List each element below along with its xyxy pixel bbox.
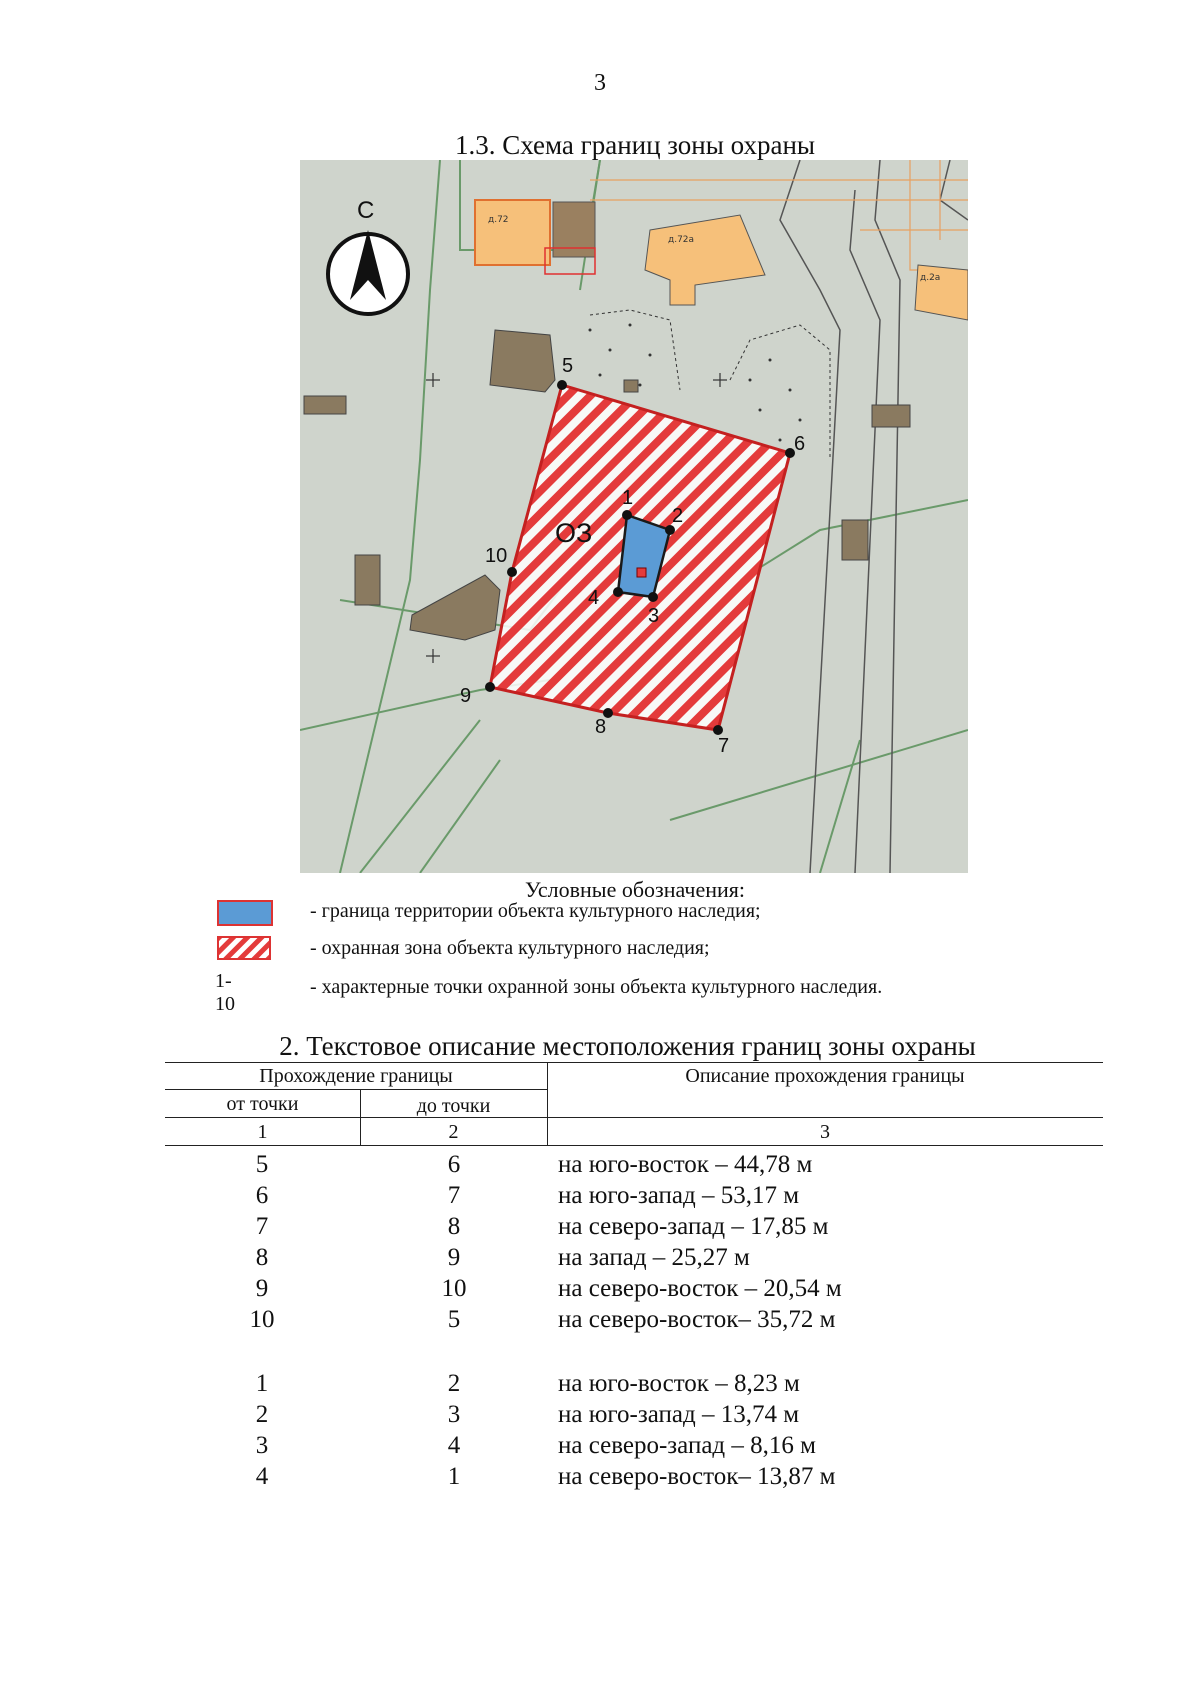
cell-from: 8 [255,1244,269,1271]
cell-from: 1 [255,1370,269,1397]
house-label-72: д.72 [488,215,509,225]
cell-to: 4 [447,1432,461,1459]
cell-from: 9 [255,1275,269,1302]
header-description: Описание прохождения границы [685,1065,965,1087]
cell-to: 8 [447,1213,461,1240]
cell-description: на северо-восток– 13,87 м [558,1463,836,1490]
point-label-1: 1 [622,487,634,509]
point-1 [622,510,632,520]
cell-to: 5 [447,1306,461,1333]
legend-hatch-box [217,936,273,960]
building [304,396,346,414]
cell-from: 2 [255,1401,269,1428]
cell-to: 9 [447,1244,461,1271]
legend-text: - охранная зона объекта культурного наследия; [310,937,710,959]
cell-from: 5 [255,1151,269,1178]
point-label-10: 10 [485,545,508,567]
point-9 [485,682,495,692]
point-label-6: 6 [794,433,806,455]
section-title: 2. Текстовое описание местоположения границ зоны охраны [279,1031,976,1061]
house-72 [475,200,550,265]
building [490,330,555,392]
boundary-map [300,160,968,873]
col-number-3: 3 [820,1121,830,1143]
cell-to: 7 [447,1182,461,1209]
point-4 [613,587,623,597]
header-from: от точки [226,1093,299,1115]
legend-blue-box [217,900,273,926]
monument-marker [637,568,646,577]
cell-description: на северо-восток– 35,72 м [558,1306,836,1333]
point-5 [557,380,567,390]
point-label-3: 3 [648,605,660,627]
building [355,555,380,605]
zone-label: ОЗ [555,518,593,548]
cell-description: на юго-запад – 53,17 м [558,1182,800,1209]
table-group-rule [165,1089,547,1090]
page-number: 3 [594,70,606,96]
table-top-rule [165,1062,1103,1063]
point-label-9: 9 [460,685,472,707]
building [624,380,638,392]
compass-letter: С [357,197,375,224]
cell-from: 3 [255,1432,269,1459]
house-label-72a: д.72а [668,235,695,245]
col-number-2: 2 [448,1121,459,1143]
cell-description: на юго-восток – 8,23 м [558,1370,800,1397]
table-numbers-rule [165,1145,1103,1146]
header-group: Прохождение границы [259,1065,453,1087]
cell-from: 4 [255,1463,269,1490]
legend-text: - граница территории объекта культурного наследия; [310,900,761,922]
point-label-8: 8 [595,716,607,738]
cell-from: 7 [255,1213,269,1240]
cell-from: 10 [249,1306,275,1333]
point-label-5: 5 [562,355,574,377]
point-label-2: 2 [672,505,684,527]
legend-text: - характерные точки охранной зоны объекта культурного наследия. [310,976,883,998]
legend-title: Условные обозначения: [524,877,746,902]
cell-to: 6 [447,1151,461,1178]
col-number-1: 1 [257,1121,268,1143]
cell-description: на юго-запад – 13,74 м [558,1401,800,1428]
building [842,520,868,560]
house-label-2a: д.2а [920,273,941,283]
cell-to: 2 [447,1370,461,1397]
cell-to: 10 [441,1275,467,1302]
header-to: до точки [416,1095,491,1117]
cell-to: 3 [447,1401,461,1428]
cell-description: на юго-восток – 44,78 м [558,1151,813,1178]
point-3 [648,592,658,602]
map-title: 1.3. Схема границ зоны охраны [454,130,816,160]
point-label-4: 4 [588,587,600,609]
cell-from: 6 [255,1182,269,1209]
cell-description: на запад – 25,27 м [558,1244,750,1271]
cell-to: 1 [447,1463,461,1490]
cell-description: на северо-запад – 17,85 м [558,1213,829,1240]
cell-description: на северо-запад – 8,16 м [558,1432,816,1459]
building [872,405,910,427]
legend-points-symbol: 1-10 [215,970,235,1015]
table-header-rule [165,1117,1103,1118]
cell-description: на северо-восток – 20,54 м [558,1275,842,1302]
point-10 [507,567,517,577]
point-7 [713,725,723,735]
point-label-7: 7 [718,735,730,757]
